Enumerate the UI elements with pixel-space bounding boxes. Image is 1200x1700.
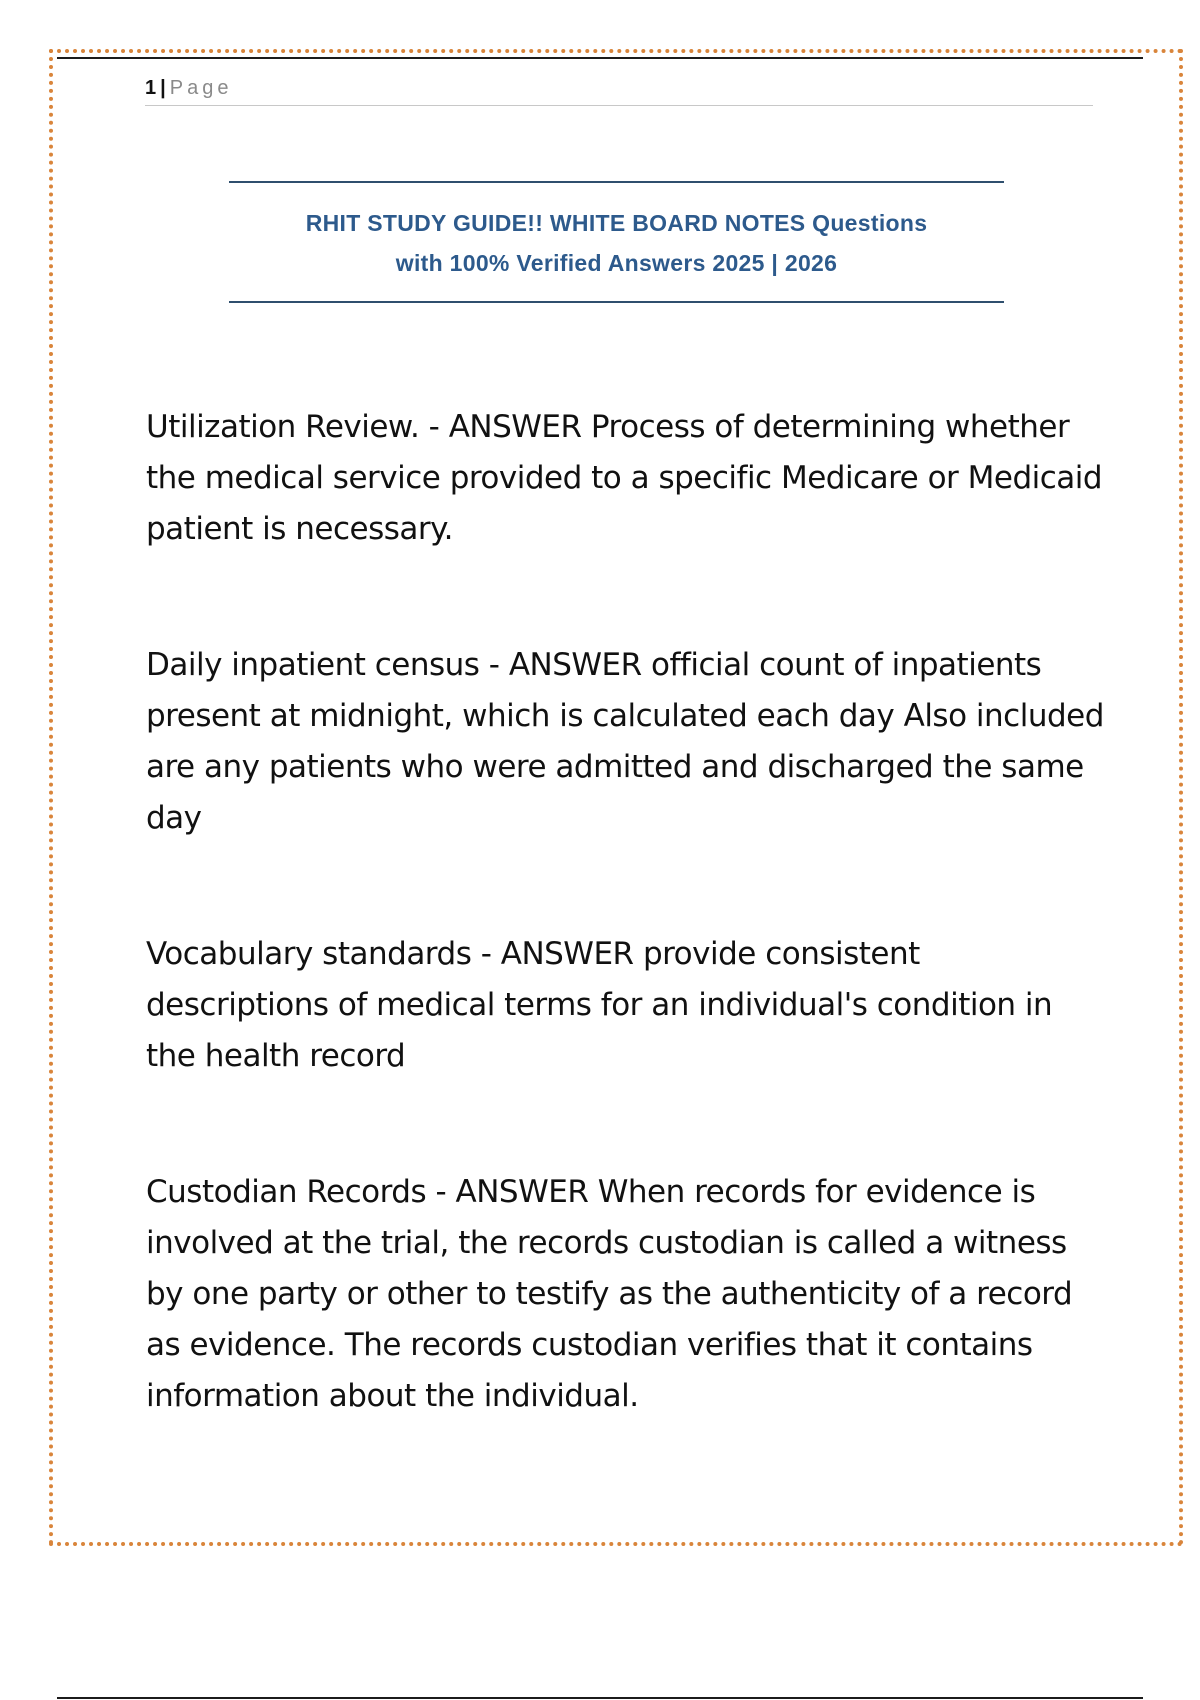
page-label: Page xyxy=(169,77,233,99)
qa-item-daily-inpatient-census: Daily inpatient census - ANSWER official count of inpatients present at midnight, which is calculated each day Also included are any patients who were admitted and discharged the same day xyxy=(146,647,1104,836)
qa-item-vocabulary-standards: Vocabulary standards - ANSWER provide consistent descriptions of medical terms for an individual's condition in the health record xyxy=(146,936,1053,1074)
qa-list xyxy=(146,402,1106,1507)
document-title-block xyxy=(229,181,1004,303)
header-top-rule xyxy=(57,57,1143,59)
next-page-top-rule xyxy=(57,1697,1143,1699)
page-number: 1 xyxy=(145,77,157,99)
page-separator: | xyxy=(160,77,166,99)
qa-item-utilization-review: Utilization Review. - ANSWER Process of determining whether the medical service provided to a specific Medicare or Medicaid patient is necessary. xyxy=(146,409,1103,547)
document-title-line-1: RHIT STUDY GUIDE!! WHITE BOARD NOTES Questions xyxy=(305,210,928,236)
document-title-line-2: with 100% Verified Answers 2025 | 2026 xyxy=(395,250,838,276)
qa-item-custodian-records: Custodian Records - ANSWER When records for evidence is involved at the trial, the records custodian is called a witness by one party or other to testify as the authenticity of a record as evidence. The records custodian verifies that it contains information about the individual. xyxy=(146,1174,1073,1414)
page-header xyxy=(145,75,1093,106)
